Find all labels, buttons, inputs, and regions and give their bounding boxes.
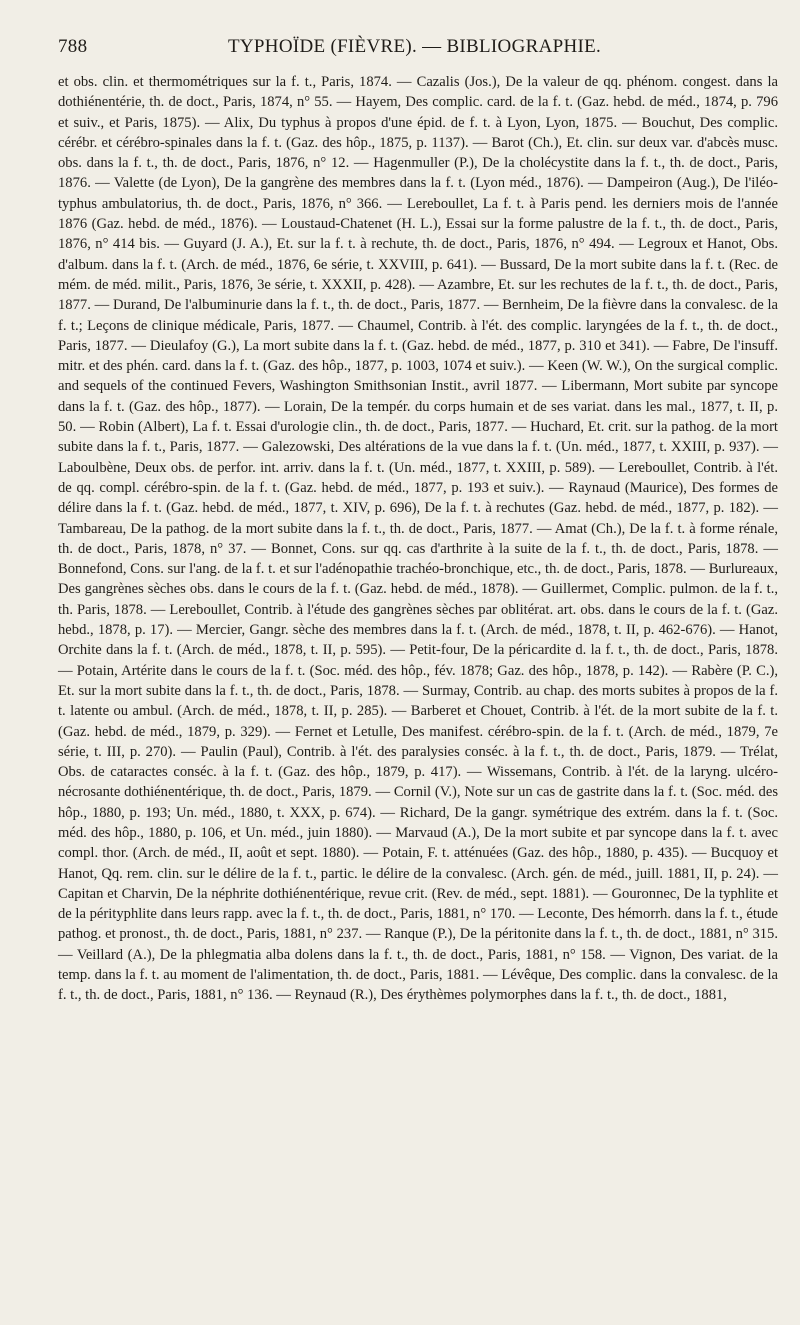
bibliography-paragraph: et obs. clin. et thermométriques sur la f. t., Paris, 1874. — Cazalis (Jos.), De la valeur de qq. phénom. congest. dans la dothiénentérie, th. de doct., Paris, 1874, n° 55. — Hayem, Des complic. card. de la f. t. (Gaz. hebd. de méd., 1874, p. 796 et suiv., et Paris, 1875). — Alix, Du typhus à propos d'une épid. de f. t. à Lyon, Lyon, 1875. — Bouchut, Des complic. cérébr. et cérébro-spinales dans la f. t. (Gaz. des hôp., 1875, p. 1137). — Barot (Ch.), Et. clin. sur deux var. d'abcès musc. obs. dans la f. t., th. de doct., Paris, 1876, n° 12. — Hagenmuller (P.), De la cholécystite dans la f. t., th. de doct., Paris, 1876. — Valette (de Lyon), De la gangrène des membres dans la f. t. (Lyon méd., 1876). — Dampeiron (Aug.), De l'iléo-typhus ambulatorius, th. de doct., Paris, 1876, n° 366. — Lereboullet, La f. t. à Paris pend. les derniers mois de l'année 1876 (Gaz. hebd. de méd., 1876). — Loustaud-Chatenet (H. L.), Essai sur la forme palustre de la f. t., th. de doct., Paris, 1876, n° 414 bis. — Guyard (J. A.), Et. sur la f. t. à rechute, th. de doct., Paris, 1876, n° 494. — Legroux et Hanot, Obs. d'album. dans la f. t. (Arch. de méd., 1876, 6e série, t. XXVIII, p. 641). — Bussard, De la mort subite dans la f. t. (Rec. de mém. de méd. milit., Paris, 1876, 3e série, t. XXXII, p. 428). — Azambre, Et. sur les rechutes de la f. t., th. de doct., Paris, 1877. — Durand, De l'albuminurie dans la f. t., th. de doct., Paris, 1877. — Bernheim, De la fièvre dans la convalesc. de la f. t.; Leçons de clinique médicale, Paris, 1877. — Chaumel, Contrib. à l'ét. des complic. laryngées de la f. t., th. de doct., Paris, 1877. — Dieulafoy (G.), La mort subite dans la f. t. (Gaz. hebd. de méd., 1877, p. 310 et 341). — Fabre, De l'insuff. mitr. et des phén. card. dans la f. t. (Gaz. des hôp., 1877, p. 1003, 1074 et suiv.). — Keen (W. W.), On the surgical complic. and sequels of the continued Fevers, Washington Smithsonian Instit., avril 1877. — Libermann, Mort subite par syncope dans la f. t. (Gaz. des hôp., 1877). — Lorain, De la tempér. du corps humain et de ses variat. dans les mal., 1877, t. II, p. 50. — Robin (Albert), La f. t. Essai d'urologie clin., th. de doct., Paris, 1877. — Huchard, Et. crit. sur la pathog. de la mort subite dans la f. t., Paris, 1877. — Galezowski, Des altérations de la vue dans la f. t. (Un. méd., 1877, t. XXIII, p. 937). — Laboulbène, Deux obs. de perfor. int. arriv. dans la f. t. (Un. méd., 1877, t. XXIII, p. 589). — Lereboullet, Contrib. à l'ét. de qq. compl. cérébro-spin. de la f. t. (Gaz. hebd. de méd., 1877, p. 193 et suiv.). — Raynaud (Maurice), Des formes de délire dans la f. t. (Gaz. hebd. de méd., 1877, t. XIV, p. 696), De la f. t. à rechutes (Gaz. hebd. de méd., 1877, p. 182). — Tambareau, De la pathog. de la mort subite dans la f. t., th. de doct., Paris, 1877. — Amat (Ch.), De la f. t. à forme rénale, th. de doct., Paris, 1878, n° 37. — Bonnet, Cons. sur qq. cas d'arthrite à la suite de la f. t., th. de doct., Paris, 1878. — Bonnefond, Cons. sur l'ang. de la f. t. et sur l'adénopathie trachéo-bronchique, etc., th. de doct., Paris, 1878. — Burlureaux, Des gangrènes sèches obs. dans le cours de la f. t. (Gaz. hebd. de méd., 1878). — Guillermet, Complic. pulmon. de la f. t., th. Paris, 1878. — Lereboullet, Contrib. à l'étude des gangrènes sèches par oblitérat. art. obs. dans le cours de la f. t. (Gaz. hebd., 1878, p. 17). — Mercier, Gangr. sèche des membres dans la f. t. (Arch. de méd., 1878, t. II, p. 462-676). — Hanot, Orchite dans la f. t. (Arch. de méd., 1878, t. II, p. 595). — Petit-four, De la péricardite d. la f. t., th. de doct., Paris, 1878. — Potain, Artérite dans le cours de la f. t. (Soc. méd. des hôp., fév. 1878; Gaz. des hôp., 1878, p. 142). — Rabère (P. C.), Et. sur la mort subite dans la f. t., th. de doct., Paris, 1878. — Surmay, Contrib. au chap. des morts subites à propos de la f. t. latente ou ambul. (Arch. de méd., 1878, t. II, p. 285). — Barberet et Chouet, Contrib. à l'ét. de la mort subite de la f. t. (Gaz. hebd. de méd., 1879, p. 329). — Fernet et Letulle, Des manifest. cérébro-spin. de la f. t. (Arch. de méd., 1879, 7e série, t. III, p. 270). — Paulin (Paul), Contrib. à l'ét. des paralysies conséc. à la f. t., th. de doct., Paris, 1879. — Trélat, Obs. de cataractes conséc. à la f. t. (Gaz. des hôp., 1879, p. 417). — Wissemans, Contrib. à l'ét. de la laryng. ulcéro-nécrosante dothiénentérique, th. de doct., Paris, 1879. — Cornil (V.), Note sur un cas de gastrite dans la f. t. (Soc. méd. des hôp., 1880, p. 193; Un. méd., 1880, t. XXX, p. 674). — Richard, De la gangr. symétrique des extrém. dans la f. t. (Soc. méd. des hôp., 1880, p. 106, et Un. méd., juin 1880). — Marvaud (A.), De la mort subite et par syncope dans la f. t. avec compl. thor. (Arch. de méd., II, août et sept. 1880). — Potain, F. t. atténuées (Gaz. des hôp., 1880, p. 435). — Bucquoy et Hanot, Qq. rem. clin. sur le délire de la f. t., partic. le délire de la convalesc. (Arch. gén. de méd., juill. 1881, II, p. 24). — Capitan et Charvin, De la néphrite dothiénentérique, revue crit. (Rev. de méd., sept. 1881). — Gouronnec, De la typhlite et de la pérityphlite dans leurs rapp. avec la f. t., th. de doct., Paris, 1881, n° 170. — Leconte, Des hémorrh. dans la f. t., étude pathog. et pronost., th. de doct., Paris, 1881, n° 237. — Ranque (P.), De la péritonite dans la f. t., th. de doct., 1881, n° 315. — Veillard (A.), De la phlegmatia alba dolens dans la f. t., th. de doct., Paris, 1881, n° 158. — Vignon, Des variat. de la temp. dans la f. t. au moment de l'alimentation, th. de doct., Paris, 1881. — Lévêque, Des complic. dans la convalesc. de la f. t., th. de doct., Paris, 1881, n° 136. — Reynaud (R.), Des érythèmes polymorphes dans la f. t., th. de doct., 1881,: [58, 74, 778, 1004]
running-head: [58, 32, 776, 62]
page-number: 788: [58, 36, 88, 57]
running-title: TYPHOÏDE (FIÈVRE). — BIBLIOGRAPHIE.: [228, 36, 602, 57]
